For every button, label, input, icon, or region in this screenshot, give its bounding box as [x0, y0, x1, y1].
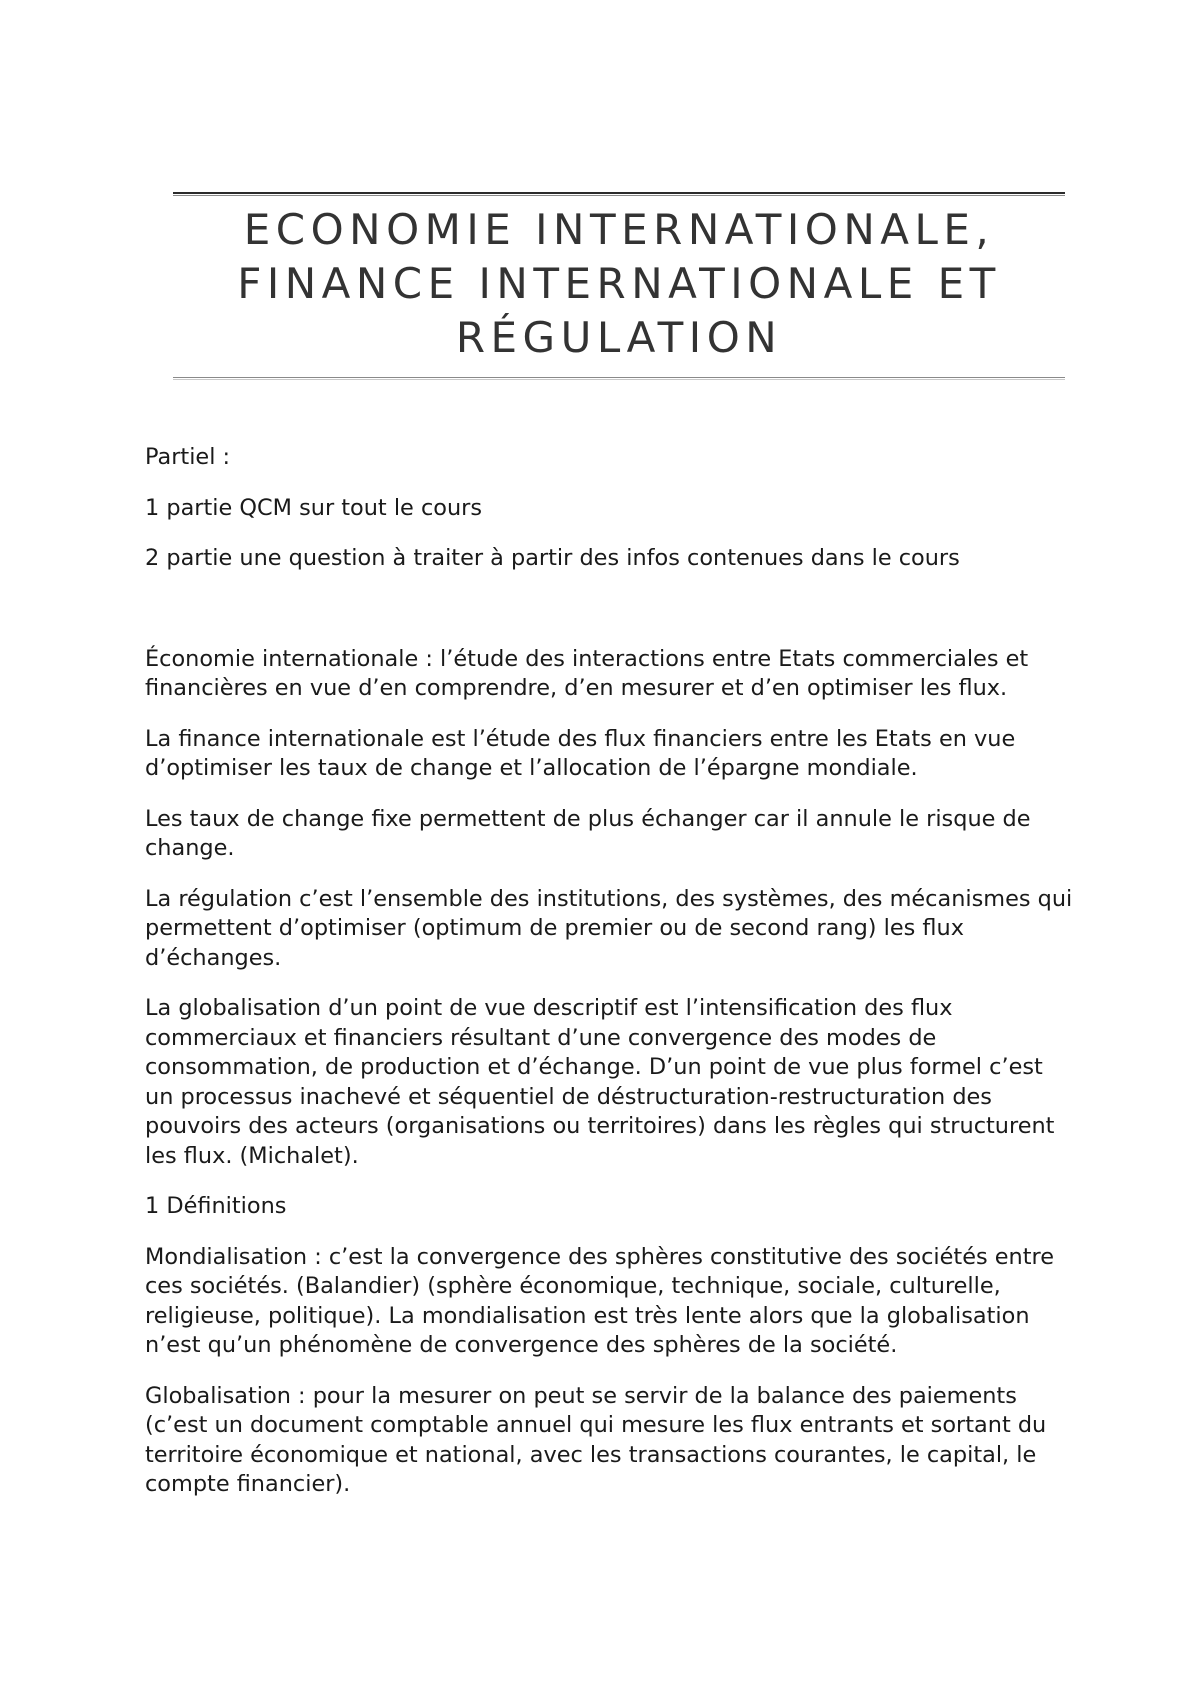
section-heading-definitions: 1 Définitions	[145, 1193, 287, 1219]
exam-part-2: 2 partie une question à traiter à partir des infos contenues dans le cours	[145, 545, 960, 571]
paragraph-mondialisation: Mondialisation : c’est la convergence des sphères constitutive des sociétés entre ces sociétés. (Balandier) (sphère économique, technique, sociale, culturelle, religieuse, politique). La mondialisation est très lente alors que la globalisation n’est qu’un phénomène de convergence des sphères de la société.	[145, 1243, 1054, 1358]
paragraph-taux-de-change: Les taux de change fixe permettent de plus échanger car il annule le risque de change.	[145, 805, 1031, 861]
exam-part-1: 1 partie QCM sur tout le cours	[145, 494, 483, 521]
title-block	[173, 192, 1065, 378]
title-line: RÉGULATION	[455, 313, 783, 362]
document-body	[145, 443, 1075, 1500]
title-bottom-rule	[173, 377, 1065, 378]
paragraph-globalisation-mesure: Globalisation : pour la mesurer on peut se servir de la balance des paiements (c’est un document comptable annuel qui mesure les flux entrants et sortant du territoire économique et national, avec les transactions courantes, le capital, le compte financier).	[145, 1382, 1047, 1497]
title-line: FINANCE INTERNATIONALE ET	[237, 259, 1001, 308]
paragraph-globalisation: La globalisation d’un point de vue descriptif est l’intensification des flux commerciaux et financiers résultant d’une convergence des modes de consommation, de production et d’échange. D’un point de vue plus formel c’est un processus inachevé et séquentiel de déstructuration-restructuration des pouvoirs des acteurs (organisations ou territoires) dans les règles qui structurent les flux. (Michalet).	[145, 995, 1055, 1169]
title-line: ECONOMIE INTERNATIONALE,	[243, 205, 995, 254]
title-top-rule	[173, 192, 1065, 194]
paragraph-regulation: La régulation c’est l’ensemble des institutions, des systèmes, des mécanismes qui permettent d’optimiser (optimum de premier ou de second rang) les flux d’échanges.	[145, 885, 1073, 971]
paragraph-finance-internationale: La finance internationale est l’étude des flux financiers entre les Etats en vue d’optimiser les taux de change et l’allocation de l’épargne mondiale.	[145, 725, 1016, 781]
paragraph-economie-internationale: Économie internationale : l’étude des interactions entre Etats commerciales et financières en vue d’en comprendre, d’en mesurer et d’en optimiser les flux.	[145, 645, 1029, 701]
document-title	[173, 194, 1065, 377]
exam-heading: Partiel :	[145, 444, 231, 470]
